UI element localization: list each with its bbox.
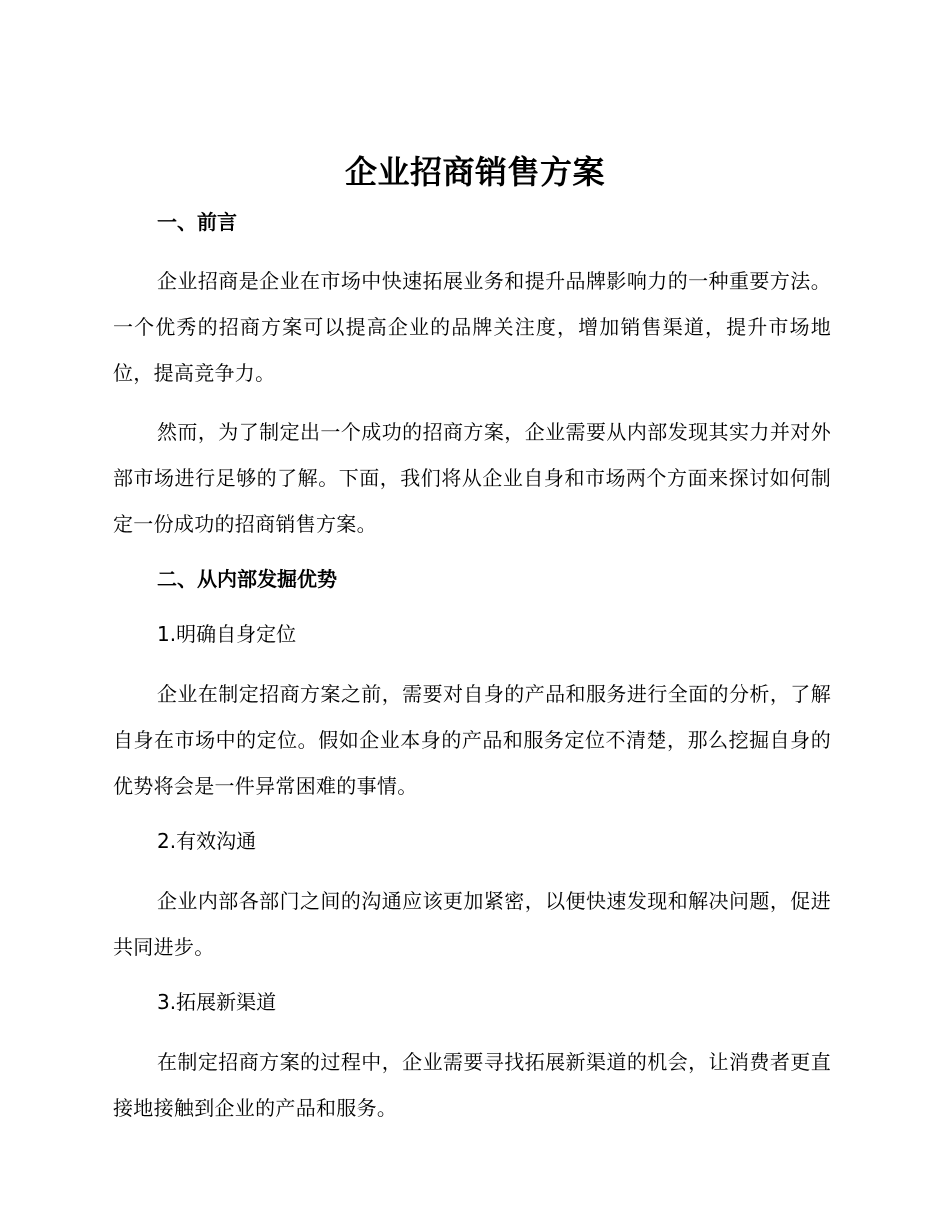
subheading-positioning: 1.明确自身定位 (157, 622, 297, 646)
document-title: 企业招商销售方案 (344, 153, 605, 191)
subheading-new-channels: 3.拓展新渠道 (157, 990, 277, 1014)
subheading-communication: 2.有效沟通 (157, 829, 257, 853)
communication-paragraph: 企业内部各部门之间的沟通应该更加紧密，以便快速发现和解决问题，促进共同进步。 (113, 889, 831, 959)
section-heading-internal-advantages: 二、从内部发掘优势 (157, 567, 337, 591)
new-channels-paragraph: 在制定招商方案的过程中，企业需要寻找拓展新渠道的机会，让消费者更直接地接触到企业的产品和服务。 (113, 1050, 831, 1120)
positioning-paragraph: 企业在制定招商方案之前，需要对自身的产品和服务进行全面的分析，了解自身在市场中的定位。假如企业本身的产品和服务定位不清楚，那么挖掘自身的优势将会是一件异常困难的事情。 (113, 682, 831, 798)
section-heading-preface: 一、前言 (157, 210, 237, 234)
document-body (113, 203, 831, 1144)
preface-paragraph-1: 企业招商是企业在市场中快速拓展业务和提升品牌影响力的一种重要方法。一个优秀的招商方案可以提高企业的品牌关注度，增加销售渠道，提升市场地位，提高竞争力。 (113, 269, 831, 385)
preface-paragraph-2: 然而，为了制定出一个成功的招商方案，企业需要从内部发现其实力并对外部市场进行足够的了解。下面，我们将从企业自身和市场两个方面来探讨如何制定一份成功的招商销售方案。 (113, 420, 831, 536)
